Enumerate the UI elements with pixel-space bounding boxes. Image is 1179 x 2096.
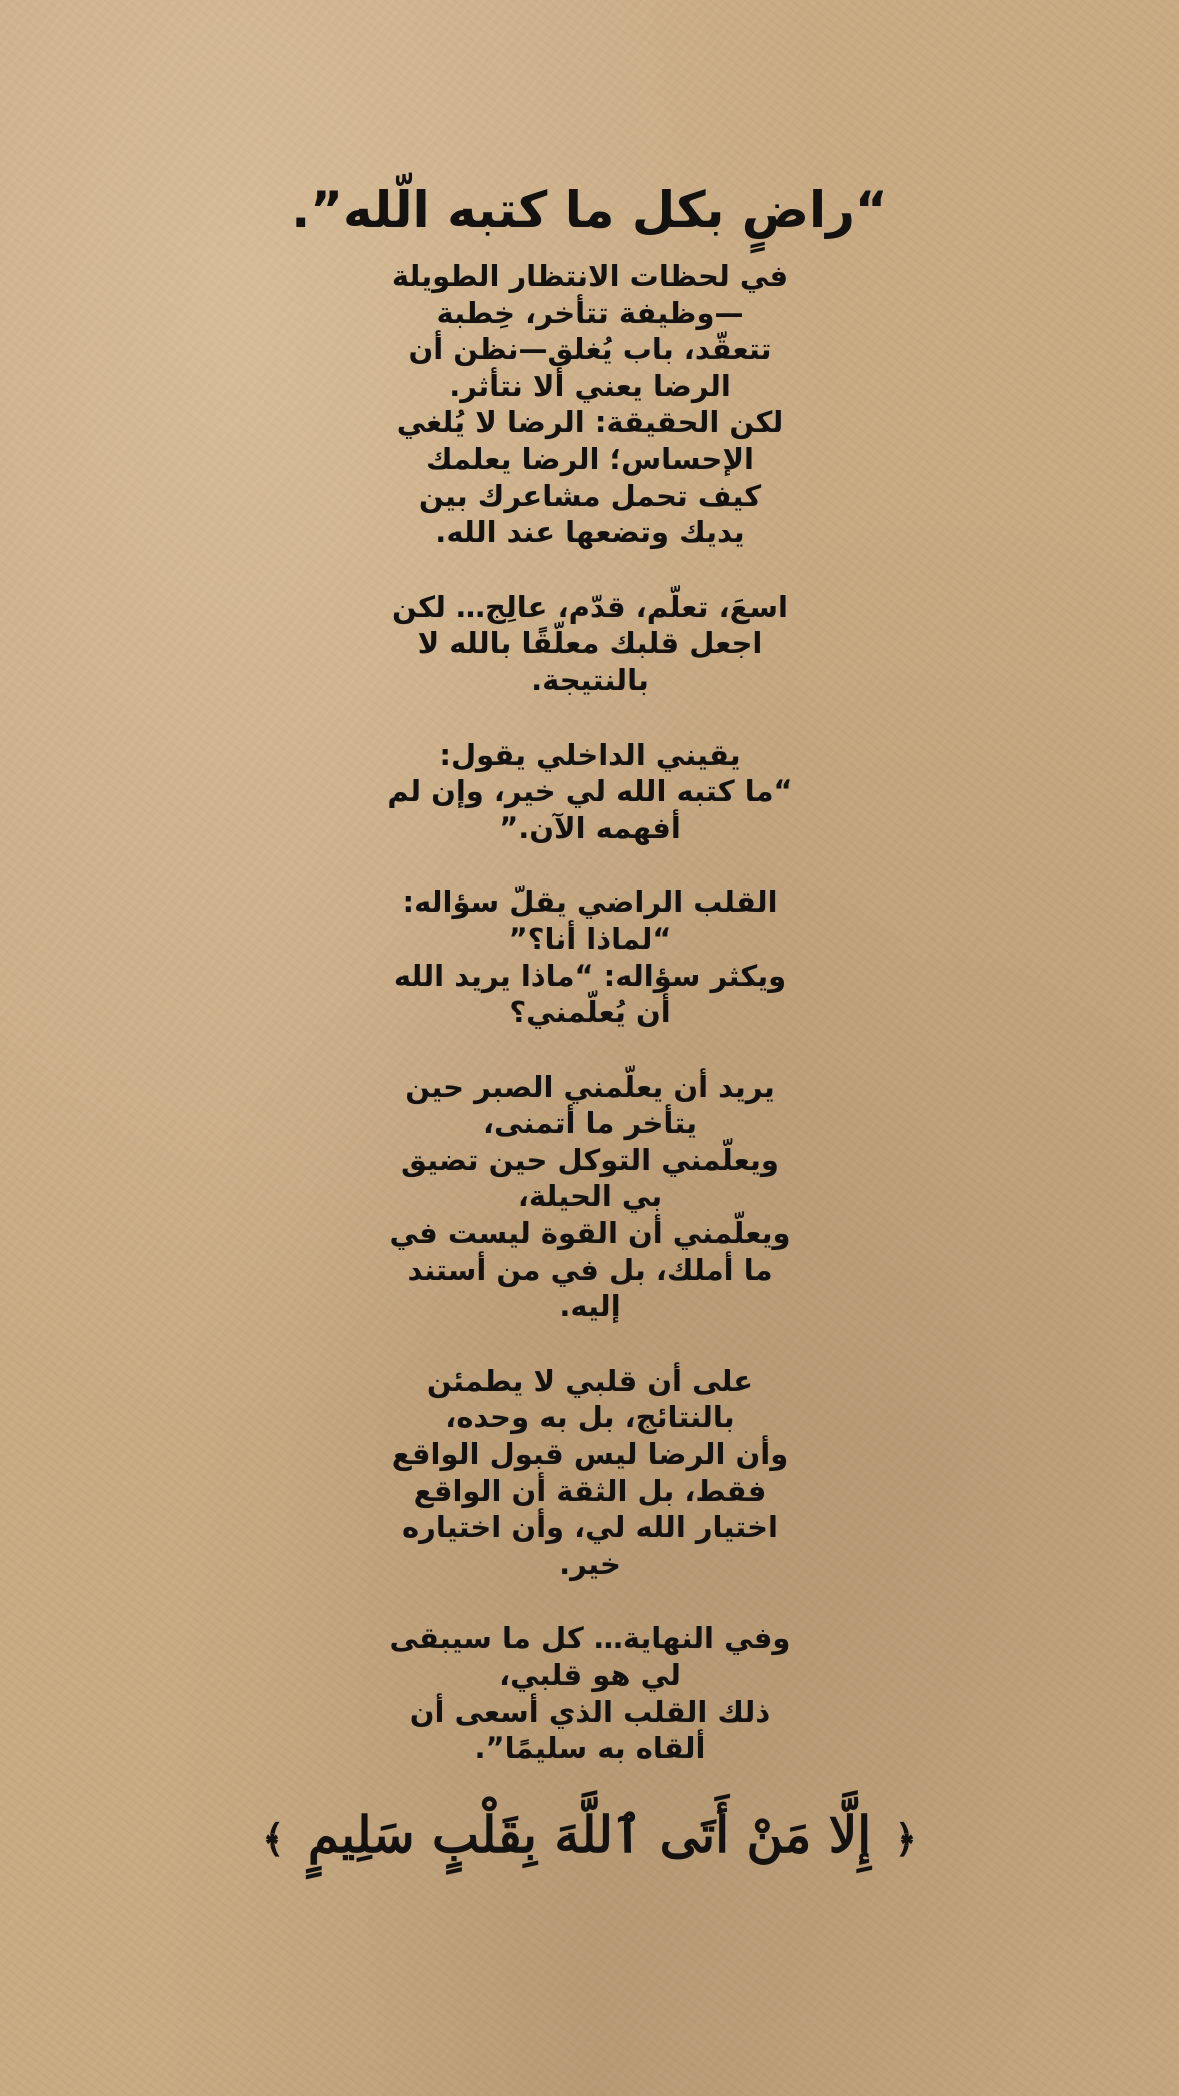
poem-line: تتعقّد، باب يُغلق—نظن أن bbox=[408, 332, 772, 367]
poem-line: ويعلّمني أن القوة ليست في bbox=[389, 1216, 791, 1251]
quran-verse bbox=[0, 1790, 1179, 1884]
poem-line: بالنتائج، بل به وحده، bbox=[445, 1400, 735, 1435]
poem-line: فقط، بل الثقة أن الواقع bbox=[413, 1473, 767, 1508]
poem-line: ما أملك، بل في من أستند bbox=[407, 1252, 773, 1287]
poem-stanza bbox=[380, 258, 800, 551]
poem-line: ويعلّمني التوكل حين تضيق bbox=[401, 1142, 779, 1177]
verse-text: إِلَّا مَنْ أَتَى ٱللَّهَ بِقَلْبٍ سَلِيمٍ bbox=[307, 1805, 872, 1864]
poem-line: على أن قلبي لا يطمئن bbox=[426, 1363, 754, 1398]
verse-open-bracket: ﴿ bbox=[894, 1817, 917, 1861]
poem-line: وفي النهاية… كل ما سيبقى bbox=[389, 1621, 791, 1656]
poem-stanza bbox=[380, 1363, 800, 1583]
poem-line: وأن الرضا ليس قبول الواقع bbox=[391, 1437, 789, 1472]
poem-line: لي هو قلبي، bbox=[499, 1658, 681, 1692]
poem-line: بي الحيلة، bbox=[517, 1179, 663, 1214]
poem-line: اجعل قلبك معلّقًا بالله لا bbox=[417, 626, 763, 661]
poem-line: كيف تحمل مشاعرك بين bbox=[418, 478, 762, 513]
poem-line: يقيني الداخلي يقول: bbox=[439, 737, 741, 772]
stanza-gap bbox=[380, 699, 800, 737]
poem-line: —وظيفة تتأخر، خِطبة bbox=[436, 295, 744, 330]
poem-line: يريد أن يعلّمني الصبر حين bbox=[405, 1069, 775, 1104]
poem-line: في لحظات الانتظار الطويلة bbox=[391, 259, 789, 293]
poem-line: لكن الحقيقة: الرضا لا يُلغي bbox=[396, 405, 784, 440]
poem-line: “لماذا أنا؟” bbox=[508, 921, 672, 956]
poem-line: خير. bbox=[559, 1546, 621, 1581]
poem-line: القلب الراضي يقلّ سؤاله: bbox=[402, 885, 778, 920]
poem-line: ذلك القلب الذي أسعى أن bbox=[409, 1694, 771, 1729]
poem-body bbox=[380, 258, 800, 1767]
poem-line: أفهمه الآن.” bbox=[499, 810, 681, 845]
poem-line: اسعَ، تعلّم، قدّم، عالِج… لكن bbox=[392, 589, 788, 624]
poem-line: أن يُعلّمني؟ bbox=[509, 995, 671, 1030]
poem-line: ويكثر سؤاله: “ماذا يريد الله bbox=[393, 958, 787, 993]
stanza-gap bbox=[380, 551, 800, 589]
poem-line: يديك وتضعها عند الله. bbox=[435, 515, 745, 550]
poem-line: “ما كتبه الله لي خير، وإن لم bbox=[387, 774, 793, 809]
poem-line: إليه. bbox=[559, 1289, 621, 1324]
stanza-gap bbox=[380, 1325, 800, 1363]
stanza-gap bbox=[380, 846, 800, 884]
poem-line: الإحساس؛ الرضا يعلمك bbox=[426, 441, 754, 476]
poem-line: ألقاه به سليمًا”. bbox=[474, 1731, 706, 1766]
poem-line: اختيار الله لي، وأن اختياره bbox=[402, 1510, 778, 1545]
poem-line: الرضا يعني ألا نتأثر. bbox=[449, 368, 731, 403]
poem-line: بالنتيجة. bbox=[531, 662, 649, 697]
poem-stanza bbox=[380, 589, 800, 699]
stanza-gap bbox=[380, 1582, 800, 1620]
poem-stanza bbox=[380, 1620, 800, 1766]
poem-stanza bbox=[380, 1069, 800, 1325]
stanza-gap bbox=[380, 1031, 800, 1069]
poem-line: يتأخر ما أتمنى، bbox=[482, 1106, 698, 1141]
poem-stanza bbox=[380, 737, 800, 847]
poem-stanza bbox=[380, 884, 800, 1030]
verse-close-bracket: ﴾ bbox=[262, 1817, 285, 1861]
page-title: “راضٍ بكل ما كتبه الّله”. bbox=[291, 181, 888, 239]
